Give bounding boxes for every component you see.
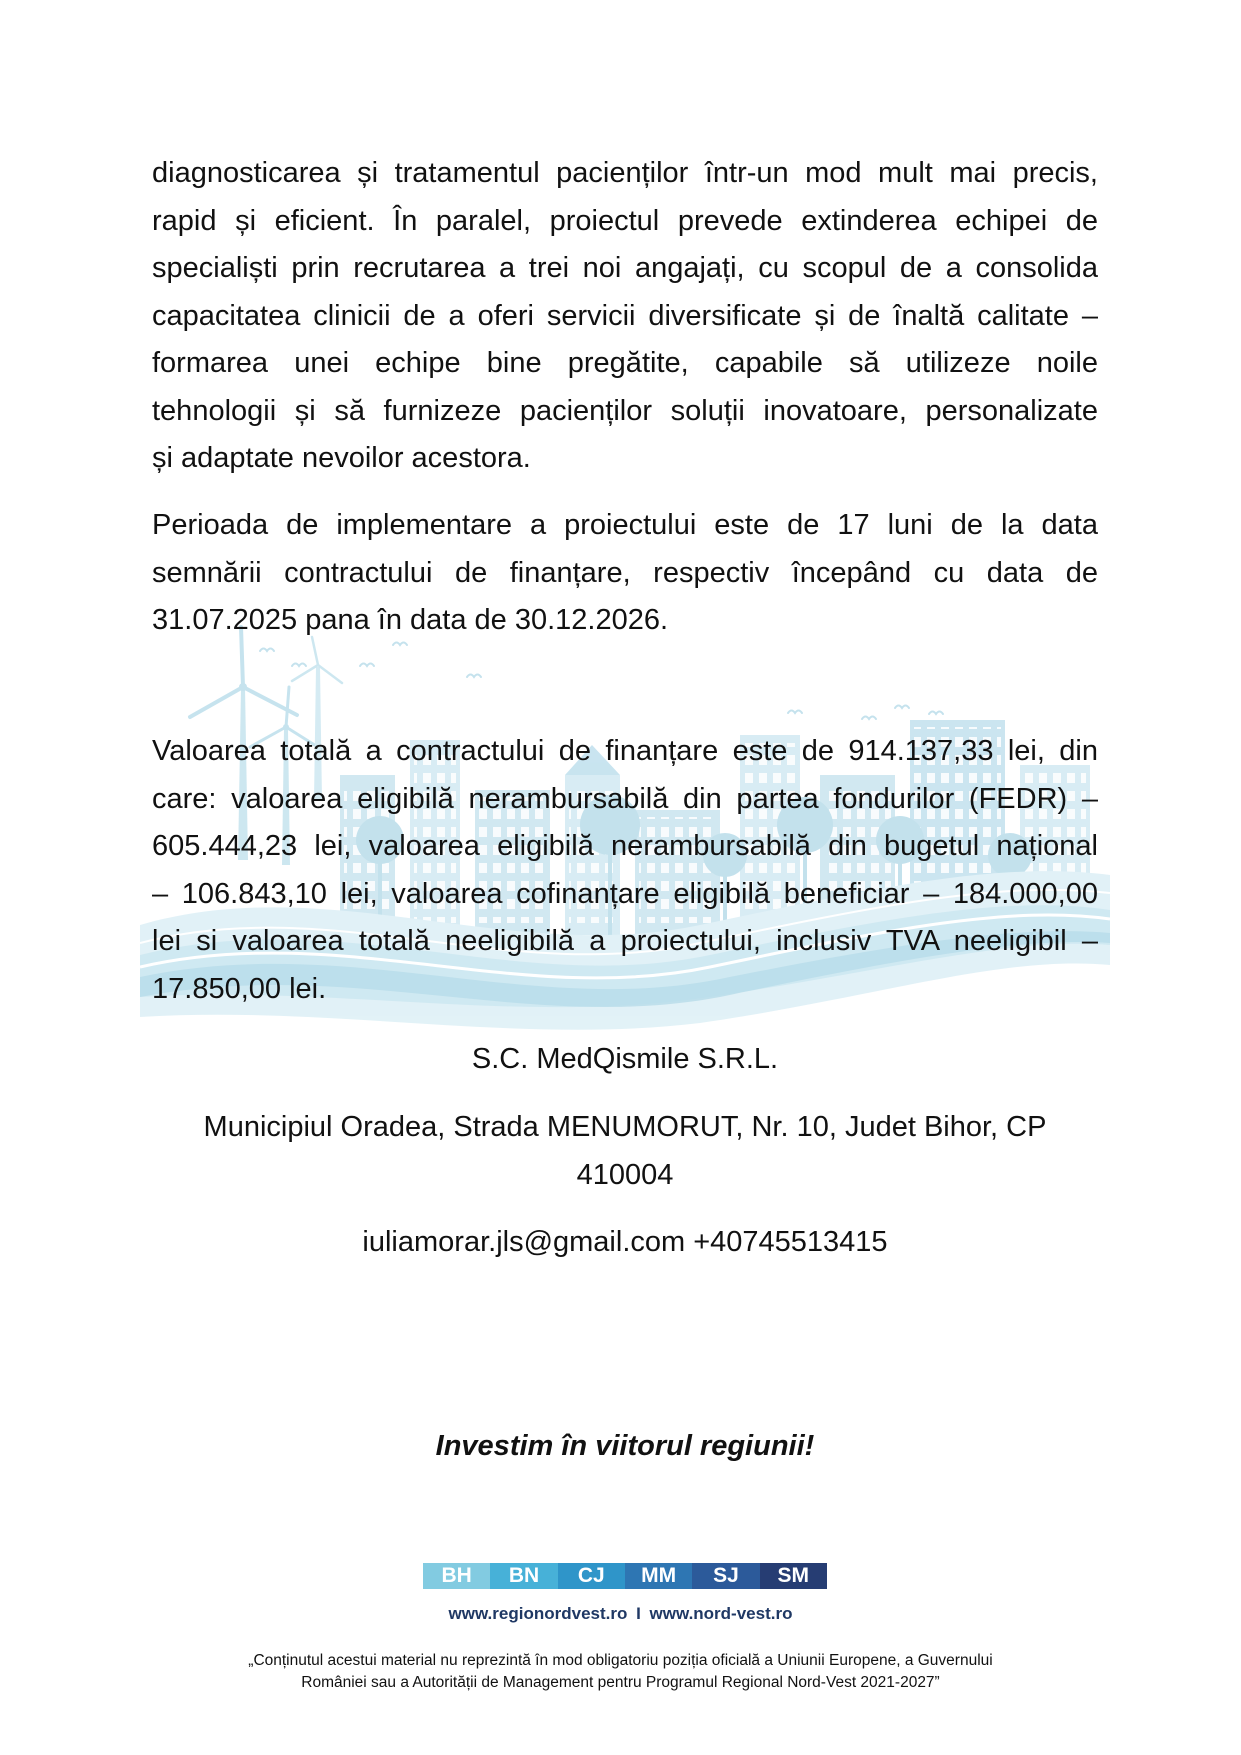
county-badge-mm: MM: [625, 1563, 692, 1589]
paragraph-line: Valoarea totală a contractului de finanțare este de 914.137,33 lei, din: [152, 735, 1098, 767]
beneficiary-name-text: S.C. MedQismile S.R.L.: [471, 1043, 779, 1075]
county-badge-sj: SJ: [692, 1563, 759, 1589]
eu-disclaimer: [0, 1650, 1241, 1694]
paragraph-line: rapid și eficient. În paralel, proiectul prevede extinderea echipei de: [152, 204, 1098, 237]
slogan-text: Investim în viitorul regiunii!: [435, 1430, 815, 1462]
slogan: [152, 1423, 1098, 1471]
paragraph-line: lei si valoarea totală neeligibilă a proiectului, inclusiv TVA neeligibil –: [152, 925, 1098, 957]
address-line: 410004: [576, 1158, 674, 1191]
beneficiary-address: [152, 1104, 1098, 1199]
implementation-period-paragraph: [152, 502, 1098, 645]
birds: [260, 643, 943, 720]
beneficiary-contact: [152, 1219, 1098, 1267]
paragraph-line: capacitatea clinicii de a oferi servicii diversificate și de înaltă calitate –: [152, 299, 1098, 332]
paragraph-line: 17.850,00 lei.: [152, 972, 327, 1005]
paragraph-line: 605.444,23 lei, valoarea eligibilă nerambursabilă din bugetul național: [152, 830, 1098, 862]
disclaimer-line: României sau a Autorității de Management pentru Programul Regional Nord-Vest 2021-2027”: [301, 1674, 940, 1691]
county-badge-cj: CJ: [558, 1563, 625, 1589]
body-paragraph: [152, 150, 1098, 483]
paragraph-line: 31.07.2025 pana în data de 30.12.2026.: [152, 604, 669, 636]
paragraph-line: semnării contractului de finanțare, respectiv începând cu data de: [152, 556, 1098, 589]
contract-value-paragraph: [152, 728, 1098, 1013]
region-websites: www.regionordvest.ro I www.nord-vest.ro: [448, 1604, 793, 1623]
paragraph-line: formarea unei echipe bine pregătite, capabile să utilizeze noile: [152, 347, 1098, 379]
contact-text: iuliamorar.jls@gmail.com +40745513415: [362, 1226, 888, 1258]
paragraph-line: și adaptate nevoilor acestora.: [152, 442, 531, 474]
paragraph-line: diagnosticarea și tratamentul pacienților într-un mod mult mai precis,: [152, 157, 1098, 189]
paragraph-line: tehnologii și să furnizeze pacienților soluții inovatoare, personalizate: [152, 394, 1098, 427]
county-badge-bn: BN: [490, 1563, 557, 1589]
paragraph-line: Perioada de implementare a proiectului este de 17 luni de la data: [152, 509, 1098, 541]
paragraph-line: – 106.843,10 lei, valoarea cofinanțare eligibilă beneficiar – 184.000,00: [152, 877, 1098, 910]
address-line: Municipiul Oradea, Strada MENUMORUT, Nr. 10, Judet Bihor, CP: [203, 1111, 1047, 1143]
beneficiary-name: [152, 1036, 1098, 1084]
county-badge-sm: SM: [760, 1563, 827, 1589]
region-county-bar: [423, 1563, 827, 1589]
paragraph-line: specialiști prin recrutarea a trei noi angajați, cu scopul de a consolida: [152, 252, 1098, 284]
disclaimer-line: „Conținutul acestui material nu reprezintă în mod obligatoriu poziția oficială a Uniunii Europene, a Guvernului: [248, 1652, 993, 1669]
paragraph-line: care: valoarea eligibilă nerambursabilă din partea fondurilor (FEDR) –: [152, 782, 1098, 815]
county-badge-bh: BH: [423, 1563, 490, 1589]
